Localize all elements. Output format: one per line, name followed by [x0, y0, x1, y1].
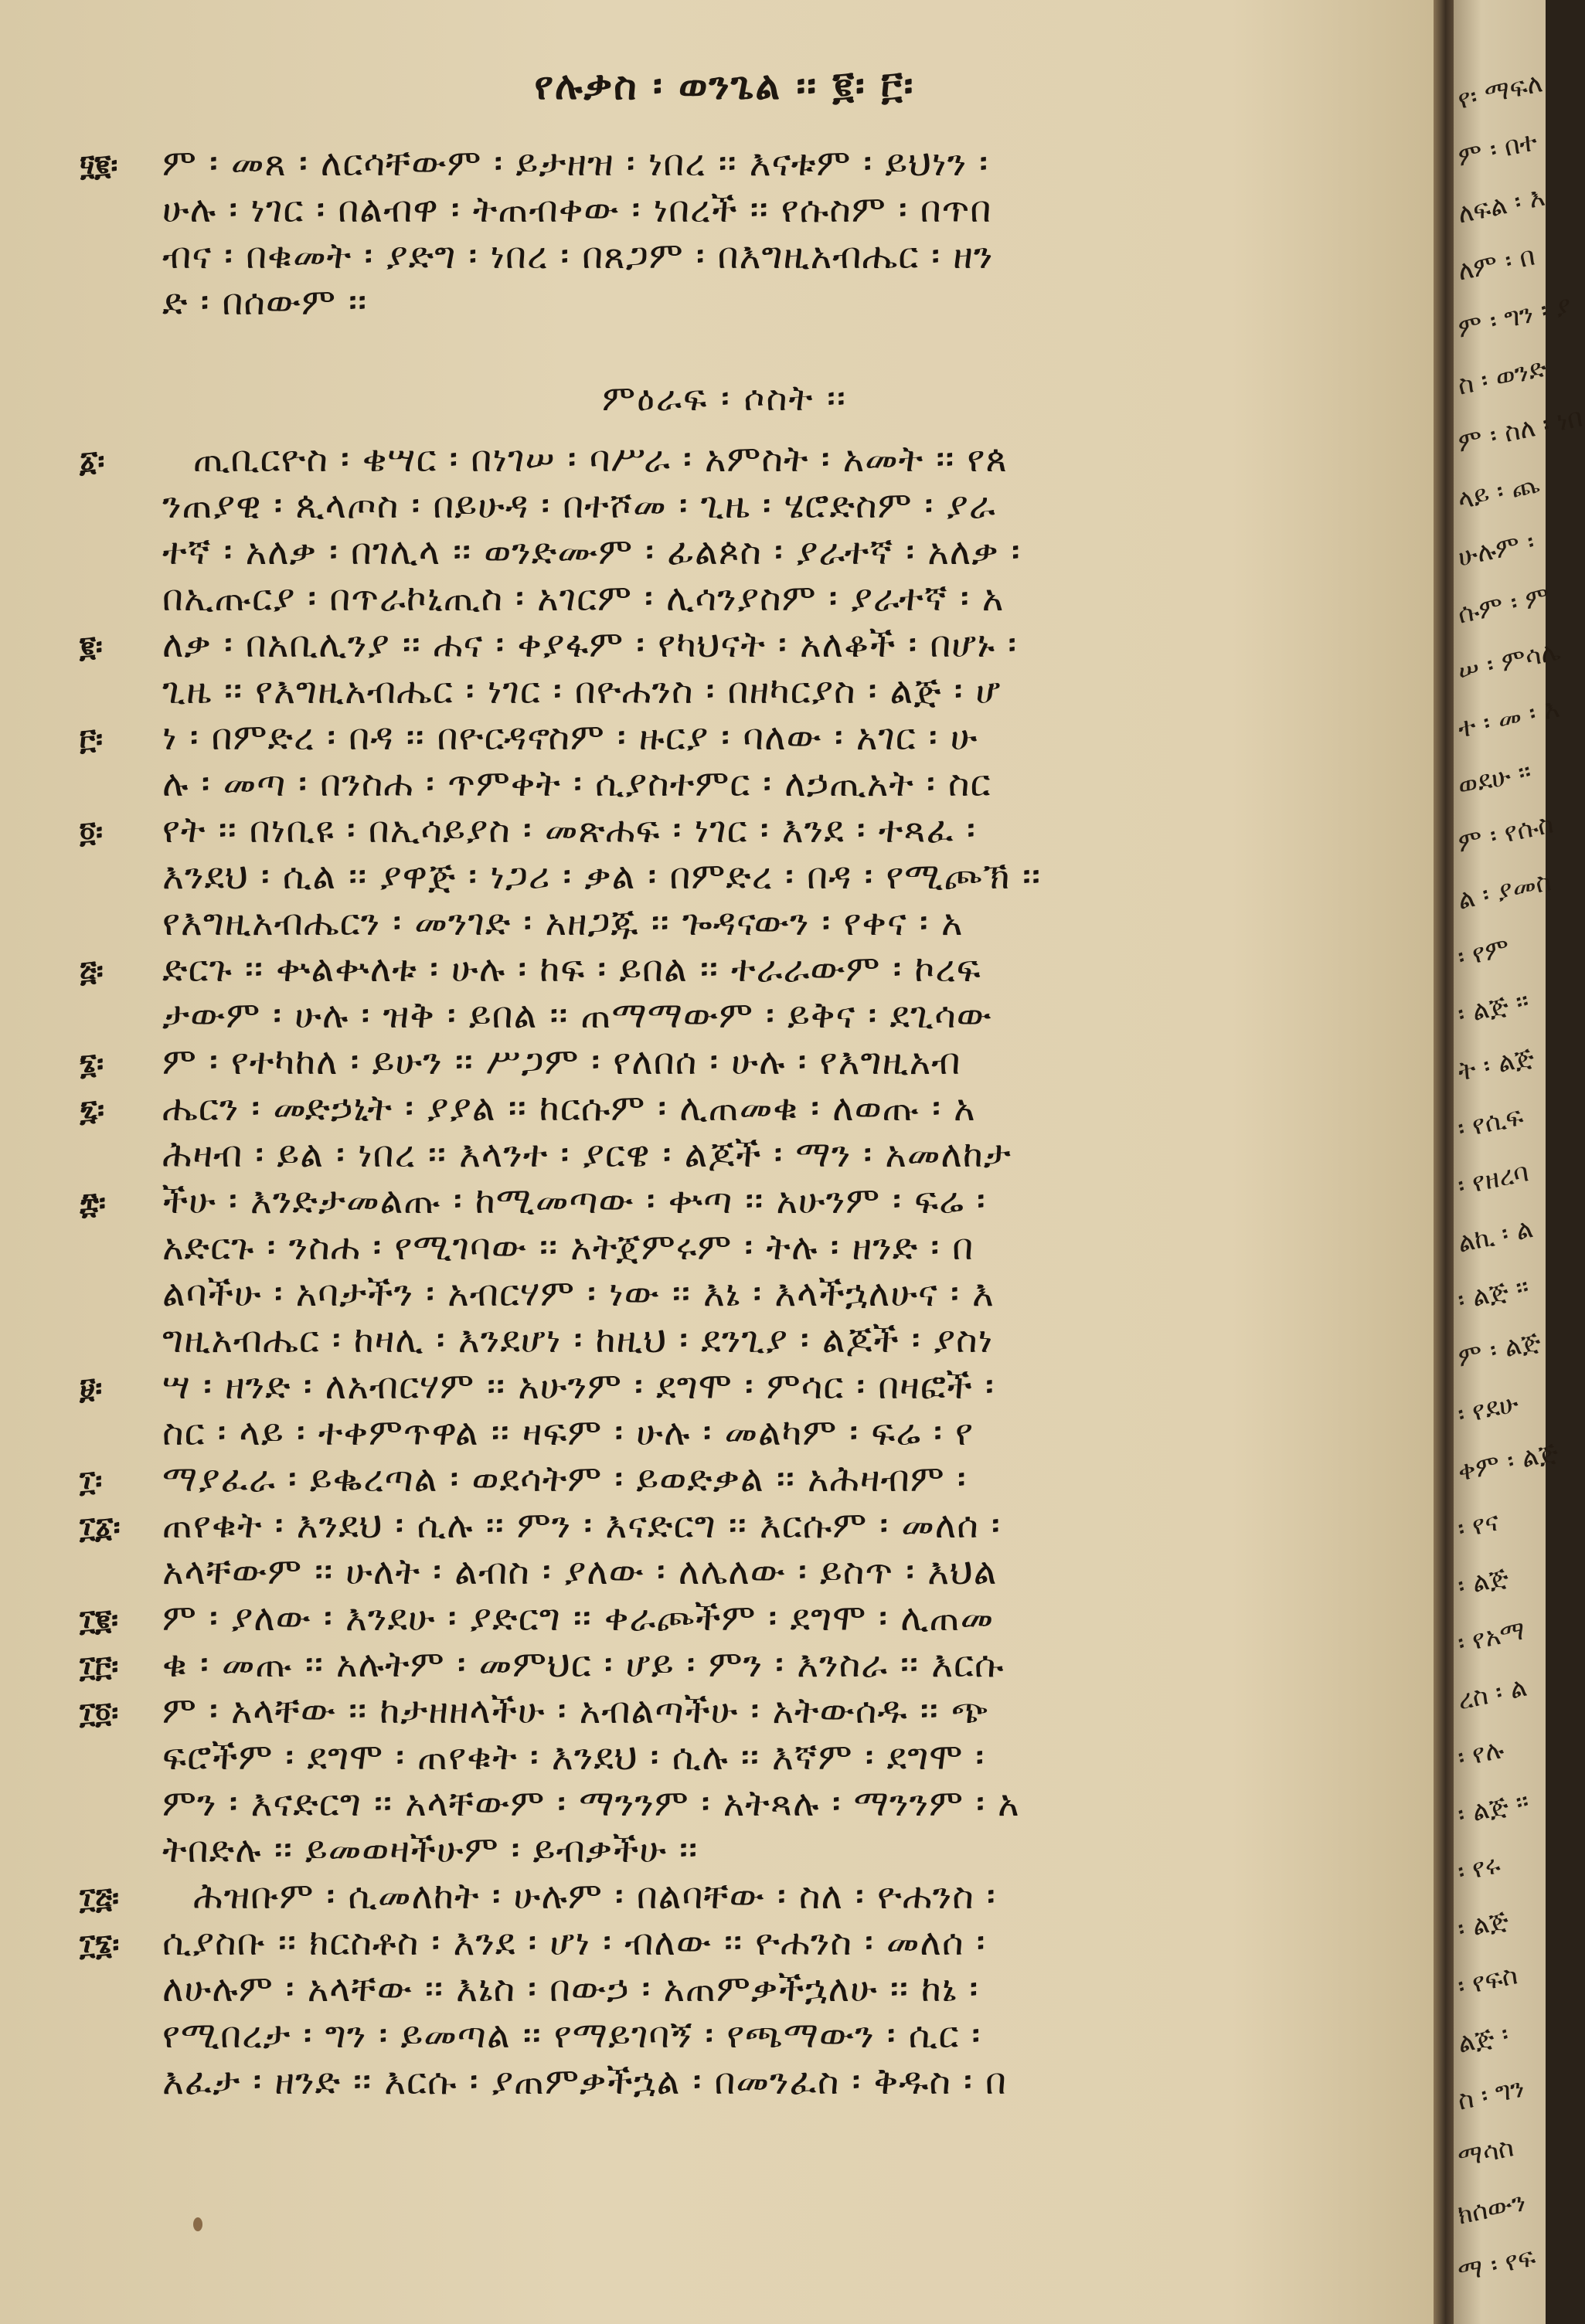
verse-number: ፩፡ — [80, 444, 105, 478]
facing-page-fragment: ቀም ፡ ልጅ — [1454, 1436, 1561, 1488]
facing-page-fragment: ለም ፡ በ — [1454, 240, 1538, 287]
verse-number: ፮፡ — [80, 1047, 104, 1081]
text-line: ብና ፡ በቁመት ፡ ያድግ ፡ ነበረ ፡ በጸጋም ፡ በእግዚአብሔር ፡ ዘን — [162, 235, 994, 277]
facing-page-fragment: ልኪ ፡ ል — [1454, 1213, 1536, 1259]
facing-page-fragment: ፡ ልጅ — [1454, 1904, 1512, 1945]
facing-page-fragment: ስ ፡ ወንድ — [1454, 352, 1549, 402]
text-line: ልባችሁ ፡ አባታችን ፡ አብርሃም ፡ ነው ፡፡ እኔ ፡ እላችኋለሁና ፡ እ — [162, 1272, 995, 1315]
text-line: ሲያስቡ ፡፡ ክርስቶስ ፡ እንደ ፡ ሆነ ፡ ብለው ፡፡ ዮሐንስ ፡ መለሰ ፡ — [162, 1921, 986, 1964]
running-header: የሉቃስ ፡ ወንጌል ፡፡ ፪፡ ፫፡ — [534, 63, 915, 108]
text-block-chapter2-end — [162, 141, 1337, 326]
verse-number: ፶፪፡ — [80, 148, 118, 182]
facing-page-fragment: ሱም ፡ ም — [1454, 580, 1553, 630]
text-line: ንጠያዊ ፡ ጲላጦስ ፡ በይሁዳ ፡ በተሾመ ፡ ጊዜ ፡ ሄሮድስም ፡ ያራ — [162, 484, 996, 527]
facing-page-fragment: ም ፡ ልጅ — [1454, 1325, 1544, 1374]
text-line: ቁ ፡ መጡ ፡፡ አሉትም ፡ መምህር ፡ ሆይ ፡ ምን ፡ እንስራ ፡፡ እርሱ — [162, 1643, 1005, 1686]
facing-page-fragment: ል ፡ ያመስ — [1454, 865, 1554, 916]
facing-page-fragment: ም ፡ በተ — [1454, 125, 1540, 173]
text-line: ተኛ ፡ አለቃ ፡ በገሊላ ፡፡ ወንድሙም ፡ ፊልጶስ ፡ ያራተኛ ፡ አለቃ ፡ — [162, 531, 1021, 573]
text-line: በኢጡርያ ፡ በጥራኮኒጢስ ፡ አገርም ፡ ሊሳንያስም ፡ ያራተኛ ፡ አ — [162, 577, 1005, 620]
text-line: ለሁሉም ፡ አላቸው ፡፡ እኔስ ፡ በውኃ ፡ አጠምቃችኋለሁ ፡፡ ከኔ ፡ — [162, 1968, 979, 2010]
facing-page-fragment: ፡ የሩ — [1454, 1849, 1503, 1888]
verse-number: ፲፪፡ — [80, 1603, 118, 1637]
facing-page-fragment: ማ ፡ የፍ — [1454, 2241, 1539, 2288]
verse-number: ፭፡ — [80, 954, 104, 988]
verse-number: ፲፬፡ — [80, 1696, 119, 1730]
facing-page-edge — [1454, 0, 1585, 2324]
text-line: የእግዚአብሔርን ፡ መንገድ ፡ አዘጋጁ ፡፡ ጐዳናውን ፡ የቀና ፡ አ — [162, 902, 964, 944]
text-line: ም ፡ የተካከለ ፡ ይሁን ፡፡ ሥጋም ፡ የለበሰ ፡ ሁሉ ፡ የእግዚአብ — [162, 1041, 961, 1083]
facing-page-fragment: ፡ የዘረባ — [1454, 1157, 1532, 1202]
text-line: ሕዛብ ፡ ይል ፡ ነበረ ፡፡ እላንተ ፡ ያርዌ ፡ ልጆች ፡ ማን ፡ አመለከታ — [162, 1133, 1012, 1176]
text-line: ሕዝቡም ፡ ሲመለከት ፡ ሁሉም ፡ በልባቸው ፡ ስለ ፡ ዮሐንስ ፡ — [193, 1875, 996, 1918]
text-line: አድርጉ ፡ ንስሐ ፡ የሚገባው ፡፡ አትጀምሩም ፡ ትሉ ፡ ዘንድ ፡ በ — [162, 1226, 974, 1269]
facing-page-fragment: ተ ፡ መ ፡ እ — [1454, 692, 1563, 745]
text-line: ትበድሉ ፡፡ ይመወዛችሁም ፡ ይብቃችሁ ፡፡ — [162, 1829, 699, 1871]
text-line: ም ፡ አላቸው ፡፡ ከታዘዘላችሁ ፡ አብልጣችሁ ፡ አትውሰዱ ፡፡ ጭ — [162, 1690, 989, 1732]
text-line: ነ ፡ በምድረ ፡ በዳ ፡፡ በዮርዳኖስም ፡ ዙርያ ፡ ባለው ፡ አገር ፡ ሁ — [162, 716, 978, 759]
text-line: እንደህ ፡ ሲል ፡፡ ያዋጅ ፡ ነጋሪ ፡ ቃል ፡ በምድረ ፡ በዳ ፡ የሚጮኽ ፡፡ — [162, 855, 1042, 898]
text-line: ሁሉ ፡ ነገር ፡ በልብዋ ፡ ትጠብቀው ፡ ነበረች ፡፡ የሱስም ፡ በጥበ — [162, 189, 992, 231]
facing-page-fragment: የ፡ ማፍለ — [1454, 67, 1546, 116]
text-line: ጠየቁት ፡ እንደህ ፡ ሲሉ ፡፡ ምን ፡ እናድርግ ፡፡ እርሱም ፡ መለሰ ፡ — [162, 1504, 1001, 1547]
text-line: ስር ፡ ላይ ፡ ተቀምጥዋል ፡፡ ዛፍም ፡ ሁሉ ፡ መልካም ፡ ፍሬ ፡ የ — [162, 1412, 974, 1454]
facing-page-fragment: ሁሉም ፡ — [1454, 526, 1537, 573]
verse-number: ፲፮፡ — [80, 1928, 120, 1962]
text-line: ፍሮችም ፡ ደግሞ ፡ ጠየቁት ፡ እንደህ ፡ ሲሉ ፡፡ እኛም ፡ ደግሞ ፡ — [162, 1736, 985, 1779]
facing-page-fragment: ለፍል ፡ እ — [1454, 181, 1548, 230]
verse-number: ፲፡ — [80, 1464, 103, 1498]
text-line: ለቃ ፡ በአቢሊንያ ፡፡ ሐና ፡ ቀያፋም ፡ የካህናት ፡ አለቆች ፡ በሆኑ ፡ — [162, 623, 1018, 666]
verse-number: ፯፡ — [80, 1093, 104, 1127]
text-line: ድርጉ ፡፡ ቍልቍለቱ ፡ ሁሉ ፡ ከፍ ፡ ይበል ፡፡ ተራራውም ፡ ኮረፍ — [162, 948, 981, 990]
text-line: ም ፡ መጸ ፡ ለርሳቸውም ፡ ይታዘዝ ፡ ነበረ ፡፡ እናቱም ፡ ይህነን ፡ — [162, 142, 989, 185]
facing-page-fragment: ት ፡ ልጅ — [1454, 1041, 1537, 1088]
text-line: ማያፈራ ፡ ይቈረጣል ፡ ወደሳትም ፡ ይወድቃል ፡፡ አሕዛብም ፡ — [162, 1458, 967, 1500]
facing-page-fragment: ፡ የሉ — [1454, 1734, 1507, 1774]
verse-number: ፪፡ — [80, 630, 103, 664]
facing-page-fragment: ፡ የም — [1454, 932, 1512, 973]
text-line: ታውም ፡ ሁሉ ፡ ዝቅ ፡ ይበል ፡፡ ጠማማውም ፡ ይቅና ፡ ደጊሳው — [162, 994, 992, 1037]
text-block-chapter3 — [162, 437, 1337, 2105]
facing-page-fragment: ፡ ልጅ ፡፡ — [1454, 985, 1532, 1031]
facing-page-fragment: ፡ የፍስ — [1454, 1959, 1521, 2003]
text-line: ሔርን ፡ መድኃኒት ፡ ያያል ፡፡ ከርሱም ፡ ሊጠመቁ ፡ ለወጡ ፡ አ — [162, 1087, 976, 1130]
text-line: ሣ ፡ ዘንድ ፡ ለአብርሃም ፡፡ አሁንም ፡ ደግሞ ፡ ምሳር ፡ በዛፎች ፡ — [162, 1365, 995, 1408]
verse-number: ፲፭፡ — [80, 1881, 119, 1915]
facing-page-fragment: ም ፡ ስለ ፡ ነበ — [1454, 402, 1585, 459]
text-line: ሉ ፡ መጣ ፡ በንስሐ ፡ ጥምቀት ፡ ሲያስተምር ፡ ለኃጢአት ፡ ስር — [162, 763, 991, 805]
facing-page-fragment: ማሳስ — [1454, 2132, 1517, 2174]
facing-page-fragment: ሠ ፡ ምሳሌ — [1454, 635, 1563, 688]
facing-page-fragment: ም ፡ የሱስ — [1454, 808, 1556, 859]
paper-speck — [193, 2217, 202, 2231]
facing-page-fragment: ም ፡ ግን ፡ ያ — [1454, 290, 1574, 345]
text-line: ም ፡ ያለው ፡ እንደሁ ፡ ያድርግ ፡፡ ቀራጮችም ፡ ደግሞ ፡ ሊጠመ — [162, 1597, 995, 1639]
verse-number: ፰፡ — [80, 1186, 106, 1220]
verse-number: ፲፩፡ — [80, 1510, 121, 1544]
facing-page-fragment: ፡ ልጅ ፡፡ — [1454, 1785, 1532, 1831]
text-line: ጊዜ ፡፡ የእግዚአብሔር ፡ ነገር ፡ በዮሐንስ ፡ በዘካርያስ ፡ ልጅ ፡ ሆ — [162, 670, 1002, 712]
text-line: የሚበረታ ፡ ግን ፡ ይመጣል ፡፡ የማይገባኝ ፡ የጫማውን ፡ ሲር ፡ — [162, 2014, 981, 2057]
facing-page-fragment: ፡ የደሁ — [1454, 1388, 1522, 1431]
verse-number: ፲፫፡ — [80, 1650, 119, 1684]
verse-number: ፫፡ — [80, 722, 103, 756]
facing-page-fragment: ስ ፡ ግን — [1454, 2072, 1528, 2117]
text-line: ችሁ ፡ እንድታመልጡ ፡ ከሚመጣው ፡ ቍጣ ፡፡ አሁንም ፡ ፍሬ ፡ — [162, 1180, 986, 1222]
text-line: እፈታ ፡ ዘንድ ፡፡ እርሱ ፡ ያጠምቃችኋል ፡ በመንፈስ ፡ ቅዱስ ፡ በ — [162, 2061, 1007, 2103]
verse-number: ፬፡ — [80, 815, 103, 849]
facing-page-fragment: ፡ የና — [1454, 1506, 1502, 1545]
facing-page-fragment: ላይ ፡ ጨ — [1454, 468, 1542, 516]
text-line: ድ ፡ በሰውም ፡፡ — [162, 281, 368, 324]
facing-page-fragment: ፡ ልጅ ፡፡ — [1454, 1271, 1532, 1317]
text-line: ግዚአብሔር ፡ ከዛሊ ፡ እንደሆነ ፡ ከዚህ ፡ ደንጊያ ፡ ልጆች ፡ ያስነ — [162, 1319, 994, 1361]
facing-page-fragment: ልጅ ፡ — [1454, 2018, 1512, 2060]
facing-page-fragment: ረስ ፡ ል — [1454, 1671, 1530, 1717]
book-gutter — [1434, 0, 1454, 2324]
text-line: ምን ፡ እናድርግ ፡፡ አላቸውም ፡ ማንንም ፡ አትጻሉ ፡ ማንንም ፡ አ — [162, 1782, 1020, 1825]
facing-page-fragment: ፡ የሲፍ — [1454, 1100, 1526, 1145]
text-line: የት ፡፡ በነቢዩ ፡ በኢሳይያስ ፡ መጽሐፍ ፡ ነገር ፡ እንደ ፡ ተጻፈ ፡ — [162, 809, 976, 851]
text-line: ጢቢርዮስ ፡ ቄሣር ፡ በነገሠ ፡ ባሥራ ፡ አምስት ፡ አመት ፡፡ የጰ — [193, 438, 1008, 481]
text-line: አላቸውም ፡፡ ሁለት ፡ ልብስ ፡ ያለው ፡ ለሌለው ፡ ይስጥ ፡ እህል — [162, 1551, 998, 1593]
facing-page-fragment: ፡ የአማ — [1454, 1615, 1529, 1660]
facing-page-fragment: ክሰውን — [1454, 2186, 1529, 2231]
facing-page-fragment: ወደሁ ፡፡ — [1454, 756, 1534, 802]
chapter-title: ምዕራፍ ፡ ሶስት ፡፡ — [602, 377, 847, 419]
verse-number: ፱፡ — [80, 1371, 103, 1405]
facing-page-fragment: ፡ ልጅ — [1454, 1561, 1512, 1602]
